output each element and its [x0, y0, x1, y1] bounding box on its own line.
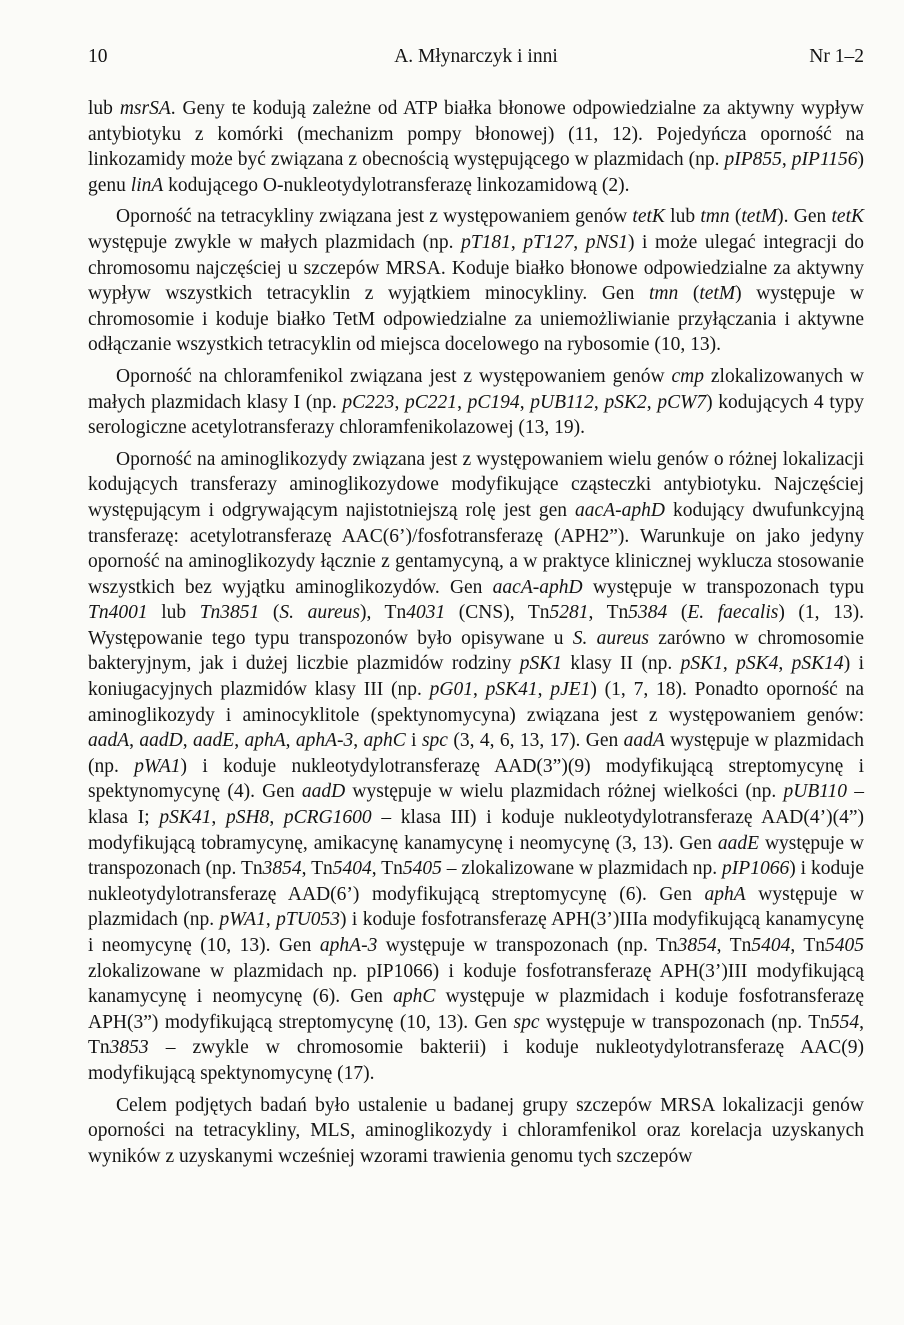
running-header — [88, 44, 864, 72]
running-title: A. Młynarczyk i inni — [394, 46, 558, 67]
paragraph-chloramphenicol: Oporność na chloramfenikol związana jest z występowaniem genów cmp zlokalizowanych w małych plazmidach klasy I (np. pC223, pC221, pC194, pUB112, pSK2, pCW7) kodujących 4 typy serologiczne acetylotransferazy chloramfenikolazowej (13, 19). — [88, 365, 865, 439]
paragraph-aim: Celem podjętych badań było ustalenie u badanej grupy szczepów MRSA lokalizacji genów oporności na tetracykliny, MLS, aminoglikozydy i chloramfenikol oraz korelacja uzyskanych wyników z uzyskanymi wcześniej wzorami trawienia genomu tych szczepów — [88, 1094, 864, 1167]
paragraph-continuation: lub msrSA. Geny te kodują zależne od ATP białka błonowe odpowiedzialne za aktywny wypływ antybiotyku z komórki (mechanizm pompy błonowej) (11, 12). Pojedyńcza oporność na linkozamidy może być związana z obecnością występującego w plazmidach (np. pIP855, pIP1156) genu linA kodującego O-nukleotydylotransferazę linkozamidową (2). — [88, 98, 865, 196]
issue-number: Nr 1–2 — [809, 46, 864, 67]
page-number: 10 — [88, 46, 108, 67]
paragraph-aminoglycosides: Oporność na aminoglikozydy związana jest z występowaniem wielu genów o różnej lokalizacji kodujących transferazy aminoglikozydowe modyfikujące cząsteczki antybiotyku. Najczęściej występującym i odgrywającym najistotniejszą rolę jest gen aacA-aphD kodujący dwufunkcyjną transferazę: acetylotransferazę AAC(6’)/fosfotransferazę (APH2”). Warunkuje on jako jedyny oporność na aminoglikozydy łącznie z gentamycyną, a w praktyce klinicznej wyklucza stosowanie wszystkich bez wyjątku aminoglikozydów. Gen aacA-aphD występuje w transpozonach typu Tn4001 lub Tn3851 (S. aureus), Tn4031 (CNS), Tn5281, Tn5384 (E. faecalis) (1, 13). Występowanie tego typu transpozonów było opisywane u S. aureus zarówno w chromosomie bakteryjnym, jak i dużej liczbie plazmidów rodziny pSK1 klasy II (np. pSK1, pSK4, pSK14) i koniugacyjnych plazmidów klasy III (np. pG01, pSK41, pJE1) (1, 7, 18). Ponadto oporność na aminoglikozydy i aminocyklitole (spektynomycyna) związana jest z występowaniem genów: aadA, aadD, aadE, aphA, aphA-3, aphC i spc (3, 4, 6, 13, 17). Gen aadA występuje w plazmidach (np. pWA1) i koduje nukleotydylotransferazę AAD(3”)(9) modyfikującą streptomycynę i spektynomycynę (4). Gen aadD występuje w wielu plazmidach różnej wielkości (np. pUB110 – klasa I; pSK41, pSH8, pCRG1600 – klasa III) i koduje nukleotydylotransferazę AAD(4’)(4”) modyfikującą tobramycynę, amikacynę kanamycynę i neomycynę (3, 13). Gen aadE występuje w transpozonach (np. Tn3854, Tn5404, Tn5405 – zlokalizowane w plazmidach np. pIP1066) i koduje nukleotydylotransferazę AAD(6’) modyfikującą streptomycynę (6). Gen aphA występuje w plazmidach (np. pWA1, pTU053) i koduje fosfotransferazę APH(3’)IIIa modyfikującą kanamycynę i neomycynę (10, 13). Gen aphA-3 występuje w transpozonach (np. Tn3854, Tn5404, Tn5405 zlokalizowane w plazmidach np. pIP1066) i koduje fosfotransferazę APH(3’)III modyfikującą kanamycynę i neomycynę (6). Gen aphC występuje w plazmidach i koduje fosfotransferazę APH(3”) modyfikującą streptomycynę (10, 13). Gen spc występuje w transpozonach (np. Tn554, Tn3853 – zwykle w chromosomie bakterii) i koduje nukleotydylotransferazę AAC(9) modyfikującą spektynomycynę (17). — [88, 448, 865, 1084]
article-body — [88, 96, 864, 1175]
paragraph-tetracycline: Oporność na tetracykliny związana jest z występowaniem genów tetK lub tmn (tetM). Gen tetK występuje zwykle w małych plazmidach (np. pT181, pT127, pNS1) i może ulegać integracji do chromosomu najczęściej u szczepów MRSA. Koduje białko błonowe odpowiedzialne za aktywny wypływ wszystkich tetracyklin z wyjątkiem minocykliny. Gen tmn (tetM) występuje w chromosomie i koduje białko TetM odpowiedzialne za uniemożliwianie przyłączania i aktywne odłączanie wszystkich tetracyklin od miejsca docelowego na rybosomie (10, 13). — [88, 206, 865, 356]
